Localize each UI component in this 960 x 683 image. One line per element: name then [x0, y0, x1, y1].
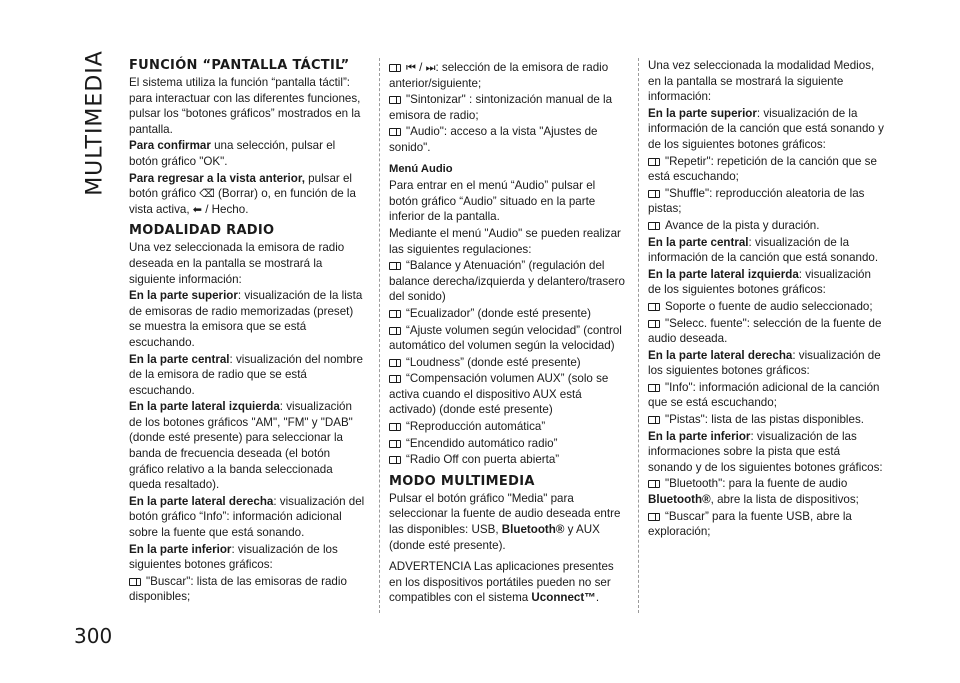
- list-item: Avance de la pista y duración.: [648, 218, 884, 234]
- list-item: “Buscar” para la fuente USB, abre la exploración;: [648, 509, 852, 539]
- back-arrow-icon: ⬅: [192, 202, 203, 216]
- column-2: [389, 60, 625, 607]
- bullet-square-icon: [648, 513, 660, 521]
- paragraph: En la parte inferior: visualización de los siguientes botones gráficos:: [129, 542, 338, 572]
- paragraph: En la parte lateral izquierda: visualización de los botones gráficos "AM", "FM" y "DAB" (donde esté presente) para seleccionar la banda de frecuencia deseada (el botón gráfico relativo a la banda seleccionada queda resaltado).: [129, 400, 353, 492]
- paragraph: En la parte central: visualización del nombre de la emisora de radio que se está escuchando.: [129, 352, 363, 397]
- list-item: “Ajuste volumen según velocidad” (control automático del volumen según la velocidad): [389, 323, 622, 353]
- paragraph: Una vez seleccionada la modalidad Medios, en la pantalla se mostrará la siguiente información:: [648, 59, 875, 104]
- paragraph: Una vez seleccionada la emisora de radio deseada en la pantalla se mostrará la siguiente información:: [129, 241, 345, 286]
- bullet-square-icon: [389, 359, 401, 367]
- paragraph: En la parte inferior: visualización de las informaciones sobre la pista que está sonando y de los siguientes botones gráficos:: [648, 429, 883, 474]
- bullet-square-icon: [389, 440, 401, 448]
- column-1: [129, 58, 365, 606]
- bullet-square-icon: [648, 303, 660, 311]
- previous-track-icon: ⏮: [406, 61, 416, 74]
- list-item: “Compensación volumen AUX” (solo se activa cuando el dispositivo AUX está activado) (donde esté presente): [389, 372, 609, 417]
- bullet-square-icon: [389, 64, 401, 72]
- bullet-square-icon: [648, 384, 660, 392]
- section-side-title: MULTIMEDIA: [82, 50, 108, 196]
- bullet-square-icon: [648, 222, 660, 230]
- list-item: "Bluetooth": para la fuente de audio Bluetooth®, abre la lista de dispositivos;: [648, 477, 859, 507]
- bullet-square-icon: [389, 375, 401, 383]
- paragraph: En la parte superior: visualización de la información de la canción que está sonando y de los siguientes botones gráficos:: [648, 106, 884, 151]
- bullet-square-icon: [389, 96, 401, 104]
- paragraph: El sistema utiliza la función “pantalla táctil”: para interactuar con las diferentes funciones, pulsar los “botones gráficos” mostrados en la pantalla.: [129, 76, 361, 136]
- list-item: "Selecc. fuente": selección de la fuente de audio deseada.: [648, 316, 882, 346]
- list-item: “Reproducción automática”: [389, 419, 625, 435]
- list-item: "Buscar": lista de las emisoras de radio disponibles;: [129, 574, 347, 604]
- paragraph: Para confirmar una selección, pulsar el botón gráfico "OK".: [129, 139, 336, 168]
- list-item: "Pistas": lista de las pistas disponibles.: [648, 412, 884, 428]
- list-item: “Balance y Atenuación” (regulación del balance derecha/izquierda y delantero/trasero del sonido): [389, 259, 625, 304]
- bullet-square-icon: [129, 578, 141, 586]
- bullet-square-icon: [648, 320, 660, 328]
- warning-paragraph: ADVERTENCIA Las aplicaciones presentes en los dispositivos portátiles pueden no ser compatibles con el sistema Uconnect™.: [389, 560, 614, 605]
- list-item: "Info": información adicional de la canción que se está escuchando;: [648, 380, 880, 410]
- heading-touch-screen: FUNCIÓN “PANTALLA TÁCTIL”: [129, 58, 350, 73]
- paragraph: Para entrar en el menú “Audio” pulsar el botón gráfico “Audio” situado en la parte inferior de la pantalla.: [389, 179, 596, 224]
- paragraph: En la parte superior: visualización de la lista de emisoras de radio memorizadas (preset) se muestra la emisora que se está escuchando.: [129, 289, 363, 349]
- list-item: "Audio": acceso a la vista "Ajustes de sonido".: [389, 125, 598, 154]
- column-divider: [379, 58, 380, 613]
- list-item: “Ecualizador” (donde esté presente): [389, 306, 625, 322]
- bullet-square-icon: [389, 423, 401, 431]
- paragraph: En la parte lateral izquierda: visualización de los siguientes botones gráficos:: [648, 267, 871, 297]
- list-item: “Encendido automático radio”: [389, 436, 625, 452]
- list-item: ⏮ / ⏭: selección de la emisora de radio anterior/siguiente;: [389, 61, 609, 90]
- bullet-square-icon: [648, 190, 660, 198]
- list-item: “Loudness” (donde esté presente): [389, 355, 625, 371]
- delete-icon: ⌫: [199, 187, 215, 201]
- list-item: "Shuffle": reproducción aleatoria de las pistas;: [648, 186, 865, 216]
- next-track-icon: ⏭: [425, 61, 436, 74]
- paragraph: En la parte central: visualización de la información de la canción que está sonando.: [648, 235, 879, 265]
- heading-media-mode: MODO MULTIMEDIA: [389, 473, 535, 489]
- heading-audio-menu: Menú Audio: [389, 162, 453, 175]
- paragraph: Mediante el menú "Audio" se pueden realizar las siguientes regulaciones:: [389, 226, 621, 256]
- bullet-square-icon: [389, 128, 401, 136]
- bullet-square-icon: [648, 158, 660, 166]
- bullet-square-icon: [389, 262, 401, 270]
- paragraph: Para regresar a la vista anterior, pulsar el botón gráfico ⌫ (Borrar) o, en función de la vista activa, ⬅ / Hecho.: [129, 171, 356, 216]
- list-item: "Repetir": repetición de la canción que se está escuchando;: [648, 154, 877, 184]
- column-3: [648, 58, 884, 541]
- bullet-square-icon: [389, 456, 401, 464]
- page-number: 300: [74, 624, 113, 648]
- bullet-square-icon: [389, 327, 401, 335]
- paragraph: Pulsar el botón gráfico "Media" para seleccionar la fuente de audio deseada entre las disponibles: USB, Bluetooth® y AUX (donde esté presente).: [389, 491, 621, 552]
- list-item: “Radio Off con puerta abierta”: [389, 452, 625, 468]
- list-item: "Sintonizar" : sintonización manual de la emisora de radio;: [389, 93, 613, 122]
- column-divider: [638, 58, 639, 613]
- paragraph: En la parte lateral derecha: visualización de los siguientes botones gráficos:: [648, 348, 881, 378]
- list-item: Soporte o fuente de audio seleccionado;: [648, 299, 884, 315]
- paragraph: En la parte lateral derecha: visualización del botón gráfico “Info”: información adicional sobre la fuente que está sonando.: [129, 494, 365, 540]
- heading-radio-mode: MODALIDAD RADIO: [129, 223, 275, 239]
- bullet-square-icon: [648, 416, 660, 424]
- bullet-square-icon: [389, 310, 401, 318]
- bullet-square-icon: [648, 480, 660, 488]
